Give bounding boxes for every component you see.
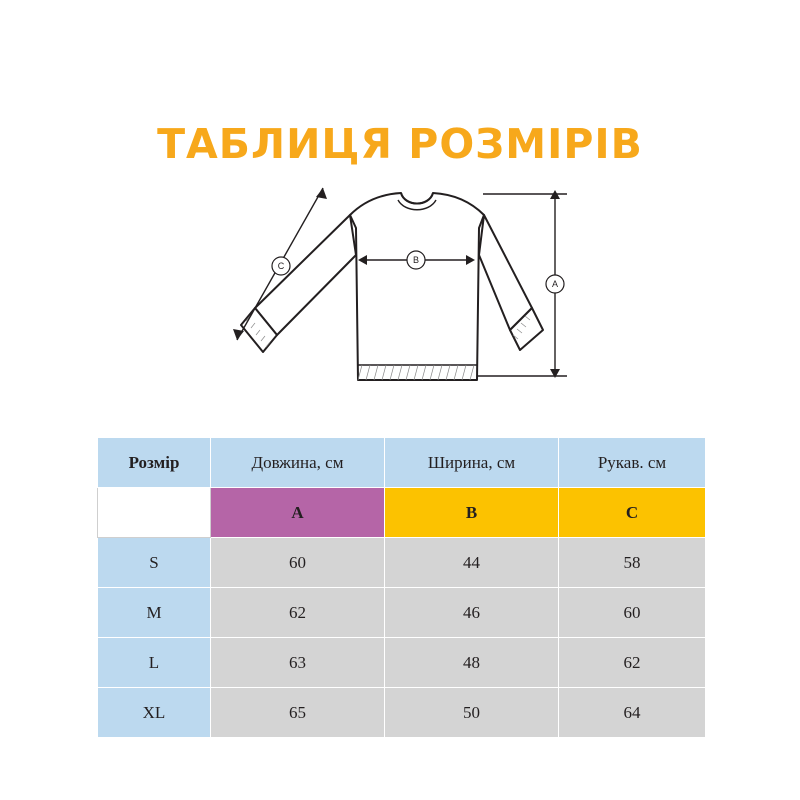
row-size-m: M [98,588,211,638]
row-size-l: L [98,638,211,688]
row-l-width: 48 [385,638,559,688]
row-l-length: 63 [211,638,385,688]
size-table-container [97,437,705,738]
row-s-sleeve: 58 [559,538,706,588]
marker-a-label: A [551,279,559,289]
row-size-s: S [98,538,211,588]
table-row [98,688,706,738]
header-width: Ширина, см [385,438,559,488]
marker-b-label: B [412,255,420,265]
legend-b-cell: B [385,488,559,538]
row-xl-sleeve: 64 [559,688,706,738]
table-row [98,588,706,638]
marker-c-label: C [277,261,285,271]
header-length: Довжина, см [211,438,385,488]
legend-a-cell: A [211,488,385,538]
row-l-sleeve: 62 [559,638,706,688]
table-row [98,538,706,588]
row-m-width: 46 [385,588,559,638]
page-title [0,120,800,168]
size-table [97,437,706,738]
legend-c-cell: C [559,488,706,538]
row-xl-length: 65 [211,688,385,738]
row-xl-width: 50 [385,688,559,738]
legend-empty-cell [98,488,211,538]
table-row [98,638,706,688]
row-s-width: 44 [385,538,559,588]
row-size-xl: XL [98,688,211,738]
header-sleeve: Рукав. см [559,438,706,488]
table-legend-row [98,488,706,538]
row-s-length: 60 [211,538,385,588]
table-header-row [98,438,706,488]
row-m-length: 62 [211,588,385,638]
header-size: Розмір [98,438,211,488]
sweater-outline [241,193,543,380]
garment-diagram [215,180,595,410]
row-m-sleeve: 60 [559,588,706,638]
page-title-text: ТАБЛИЦЯ РОЗМІРІВ [157,120,643,168]
